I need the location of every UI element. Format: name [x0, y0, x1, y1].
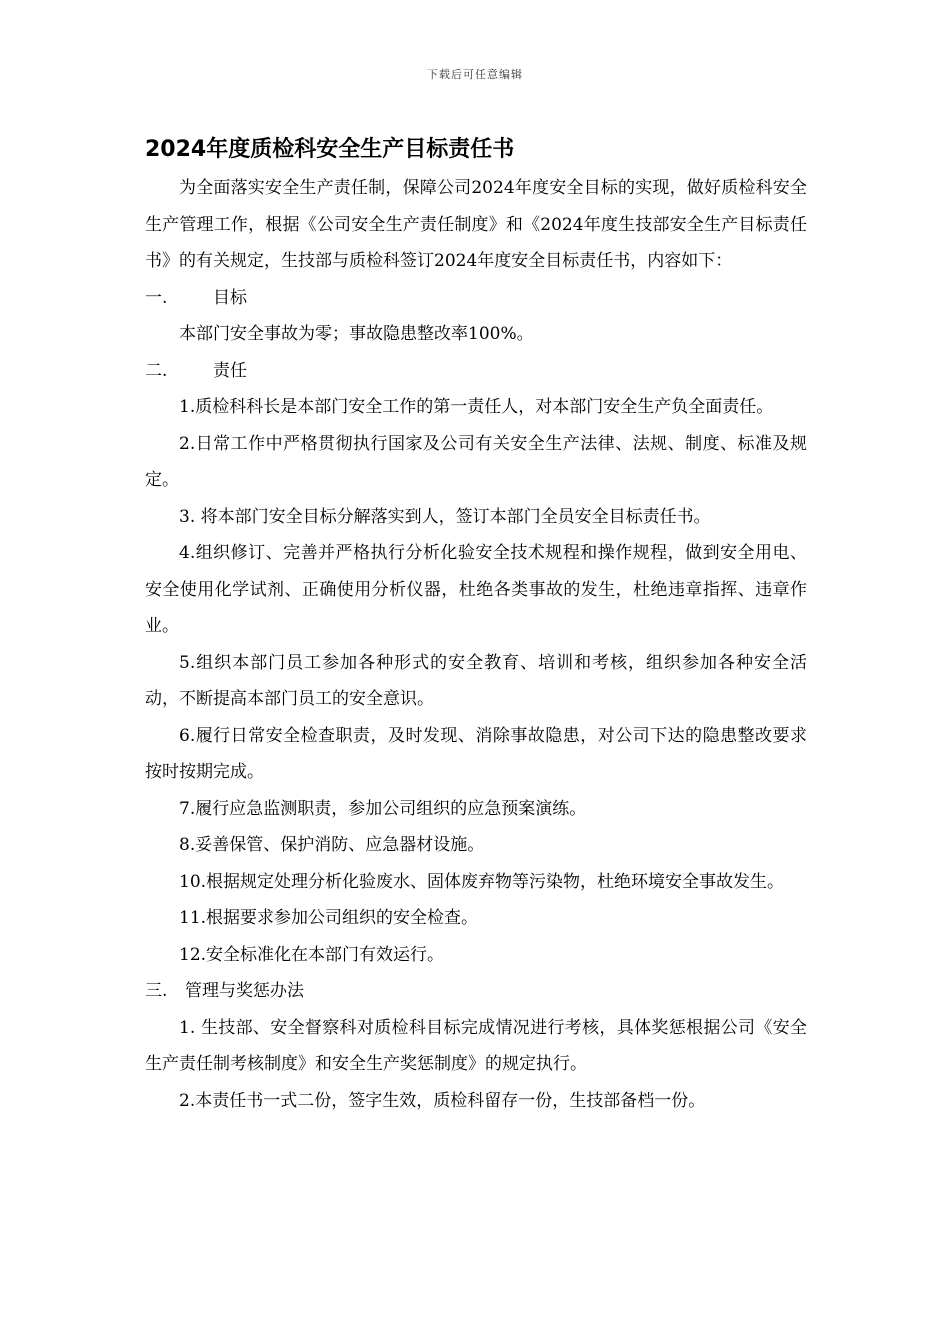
section-number: 一. [145, 287, 168, 308]
responsibility-item: 3. 将本部门安全目标分解落实到人，签订本部门全员安全目标责任书。 [179, 506, 711, 527]
responsibility-item: 8.妥善保管、保护消防、应急器材设施。 [179, 835, 485, 855]
document-title: 2024年度质检科安全生产目标责任书 [145, 137, 515, 162]
section-title: 责任 [213, 360, 247, 381]
document-body [145, 134, 807, 1119]
management-item: 2.本责任书一式二份，签字生效，质检科留存一份，生技部备档一份。 [179, 1090, 706, 1111]
responsibility-item: 6.履行日常安全检查职责，及时发现、消除事故隐患，对公司下达的隐患整改要求按时按期完成。 [145, 725, 807, 782]
responsibility-item: 12.安全标准化在本部门有效运行。 [179, 944, 445, 965]
responsibility-item: 7.履行应急监测职责，参加公司组织的应急预案演练。 [179, 798, 587, 819]
section-title: 目标 [213, 287, 247, 308]
goal-paragraph: 本部门安全事故为零；事故隐患整改率100%。 [179, 324, 534, 344]
section-title: 管理与奖惩办法 [185, 981, 304, 1001]
section-heading-goal [145, 280, 807, 317]
intro-paragraph: 为全面落实安全生产责任制，保障公司2024年度安全目标的实现，做好质检科安全生产管理工作，根据《公司安全生产责任制度》和《2024年度生技部安全生产目标责任书》的有关规定，生技部与质检科签订2024年度安全目标责任书，内容如下： [145, 178, 807, 271]
responsibility-item: 1.质检科科长是本部门安全工作的第一责任人，对本部门安全生产负全面责任。 [179, 397, 774, 417]
responsibility-item: 5.组织本部门员工参加各种形式的安全教育、培训和考核，组织参加各种安全活动，不断提高本部门员工的安全意识。 [145, 652, 807, 709]
section-heading-responsibility [145, 353, 807, 390]
responsibility-item: 10.根据规定处理分析化验废水、固体废弃物等污染物，杜绝环境安全事故发生。 [179, 871, 785, 892]
section-heading-management [145, 973, 807, 1010]
responsibility-item: 4.组织修订、完善并严格执行分析化验安全技术规程和操作规程，做到安全用电、安全使用化学试剂、正确使用分析仪器，杜绝各类事故的发生，杜绝违章指挥、违章作业。 [145, 543, 807, 636]
section-number: 二. [145, 360, 168, 381]
section-number: 三. [145, 981, 168, 1001]
responsibility-item: 11.根据要求参加公司组织的安全检查。 [179, 908, 479, 928]
document-content [145, 170, 807, 1119]
responsibility-item: 2.日常工作中严格贯彻执行国家及公司有关安全生产法律、法规、制度、标准及规定。 [145, 433, 807, 490]
management-item: 1. 生技部、安全督察科对质检科目标完成情况进行考核，具体奖惩根据公司《安全生产责任制考核制度》和安全生产奖惩制度》的规定执行。 [145, 1017, 807, 1074]
page-header-note: 下载后可任意编辑 [427, 68, 523, 81]
